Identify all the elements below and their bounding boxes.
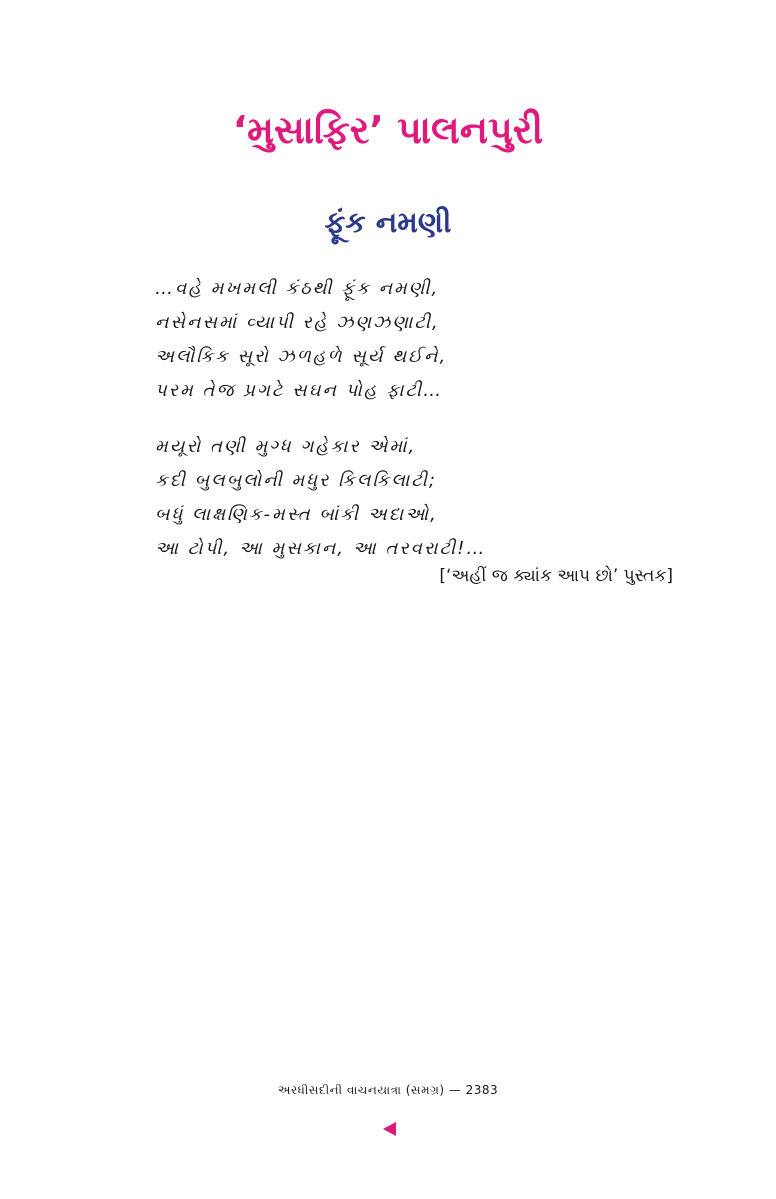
- poem-line: નસેનસમાં વ્યાપી રહે ઝણઝણાટી,: [155, 312, 440, 333]
- triangle-left-icon[interactable]: [383, 1122, 396, 1136]
- poem-line: પરમ તેજ પ્રગટે સઘન પોહ ફાટી…: [155, 380, 444, 401]
- poem-stanza-2: [155, 430, 695, 566]
- poem-line: …વહે મખમલી કંઠથી ફૂંક નમણી,: [155, 278, 440, 299]
- poem-line: આ ટોપી, આ મુસકાન, આ તરવરાટી!…: [155, 538, 487, 559]
- poem-body: [155, 272, 695, 588]
- page-footer: અરધીસદીની વાચનયાત્રા (સમગ્ર) — 2383: [277, 1083, 499, 1097]
- poem-line: કદી બુલબુલોની મધુર કિલકિલાટી;: [155, 470, 437, 491]
- poem-line: મયૂરો તણી મુગ્ધ ગહેકાર એમાં,: [155, 436, 417, 457]
- poem-line: અલૌકિક સૂરો ઝળહળે સૂર્ય થઈને,: [155, 346, 448, 367]
- source-citation: [‘અહીં જ ક્યાંક આપ છો’ પુસ્તક]: [439, 566, 673, 586]
- poem-line: બધું લાક્ષણિક-મસ્ત બાંકી અદાઓ,: [155, 504, 438, 525]
- author-heading: ‘મુસાફિર’ પાલનપુરી: [232, 108, 544, 152]
- poem-title: ફૂંક નમણી: [324, 205, 452, 239]
- poem-stanza-1: [155, 272, 695, 408]
